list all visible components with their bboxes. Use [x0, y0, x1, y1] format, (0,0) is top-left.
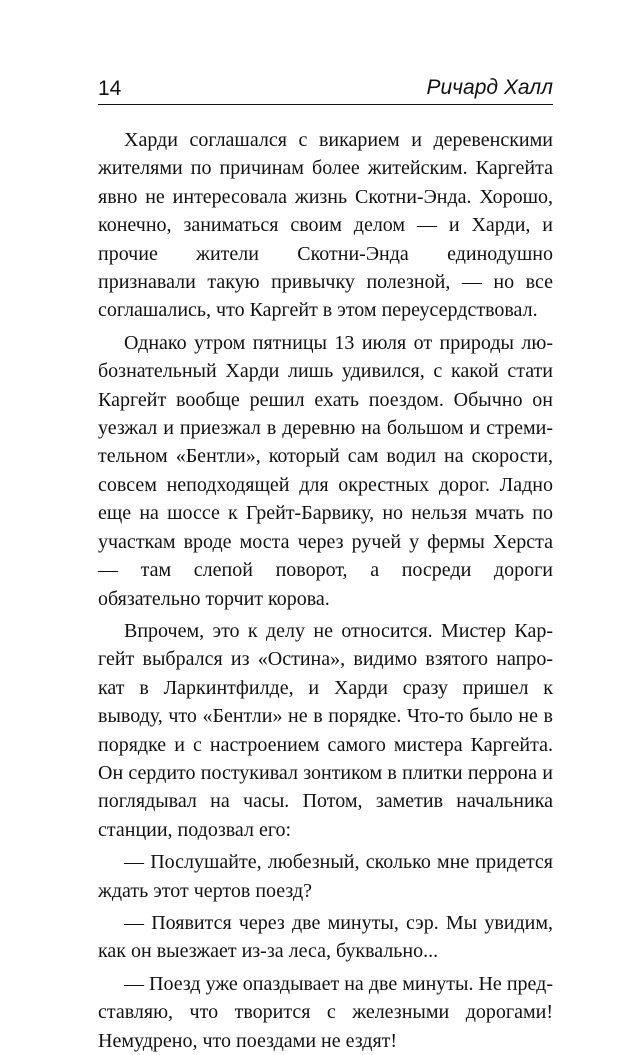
page-number: 14 — [98, 77, 122, 100]
running-title: Ричард Халл — [426, 76, 553, 99]
text-body — [98, 126, 553, 1055]
paragraph-2: Однако утром пятницы 13 июля от природы любознательный Харди лишь удивился, с какой стати Каргейт вообще решил ехать поездом. Обычно он уезжал и приезжал в деревню на большом и стремительном «Бентли», который сам водил на скорости, совсем неподходящей для окрестных дорог. Ладно еще на шоссе к Грейт-Барвику, но нельзя мчать по участкам вроде моста через ручей у фермы Херста — там слепой поворот, а посреди дороги обязательно торчит корова. — [98, 331, 553, 610]
paragraph-5: — Появится через две минуты, сэр. Мы увидим, как он выезжает из-за леса, буквально... — [98, 911, 553, 963]
paragraph-4: — Послушайте, любезный, сколько мне придется ждать этот чертов поезд? — [98, 851, 553, 902]
paragraph-1: Харди соглашался с викарием и деревенскими жителями по причинам более житейским. Каргейта явно не интересовала жизнь Скотни-Энда. Хорошо, конечно, заниматься своим делом — и Харди, и прочие жители Скотни-Энда единодушно признавали такую привычку полезной, — но все соглашались, что Каргейт в этом переусердствовал. — [98, 129, 553, 322]
paragraph-6: — Поезд уже опаздывает на две минуты. Не представляю, что творится с железными дорогами! Немудрено, что поездами не ездят! — [98, 972, 553, 1052]
paragraph-3: Впрочем, это к делу не относится. Мистер Каргейт выбрался из «Остина», видимо взятого напрокат в Ларкинтфилде, и Харди сразу пришел к выводу, что «Бентли» не в порядке. Что-то было не в порядке и с настроением самого мистера Каргейта. Он сердито постукивал зонтиком в плитки перрона и поглядывал на часы. Потом, заметив начальника станции, подозвал его: — [98, 619, 553, 841]
header-rule — [98, 104, 553, 105]
